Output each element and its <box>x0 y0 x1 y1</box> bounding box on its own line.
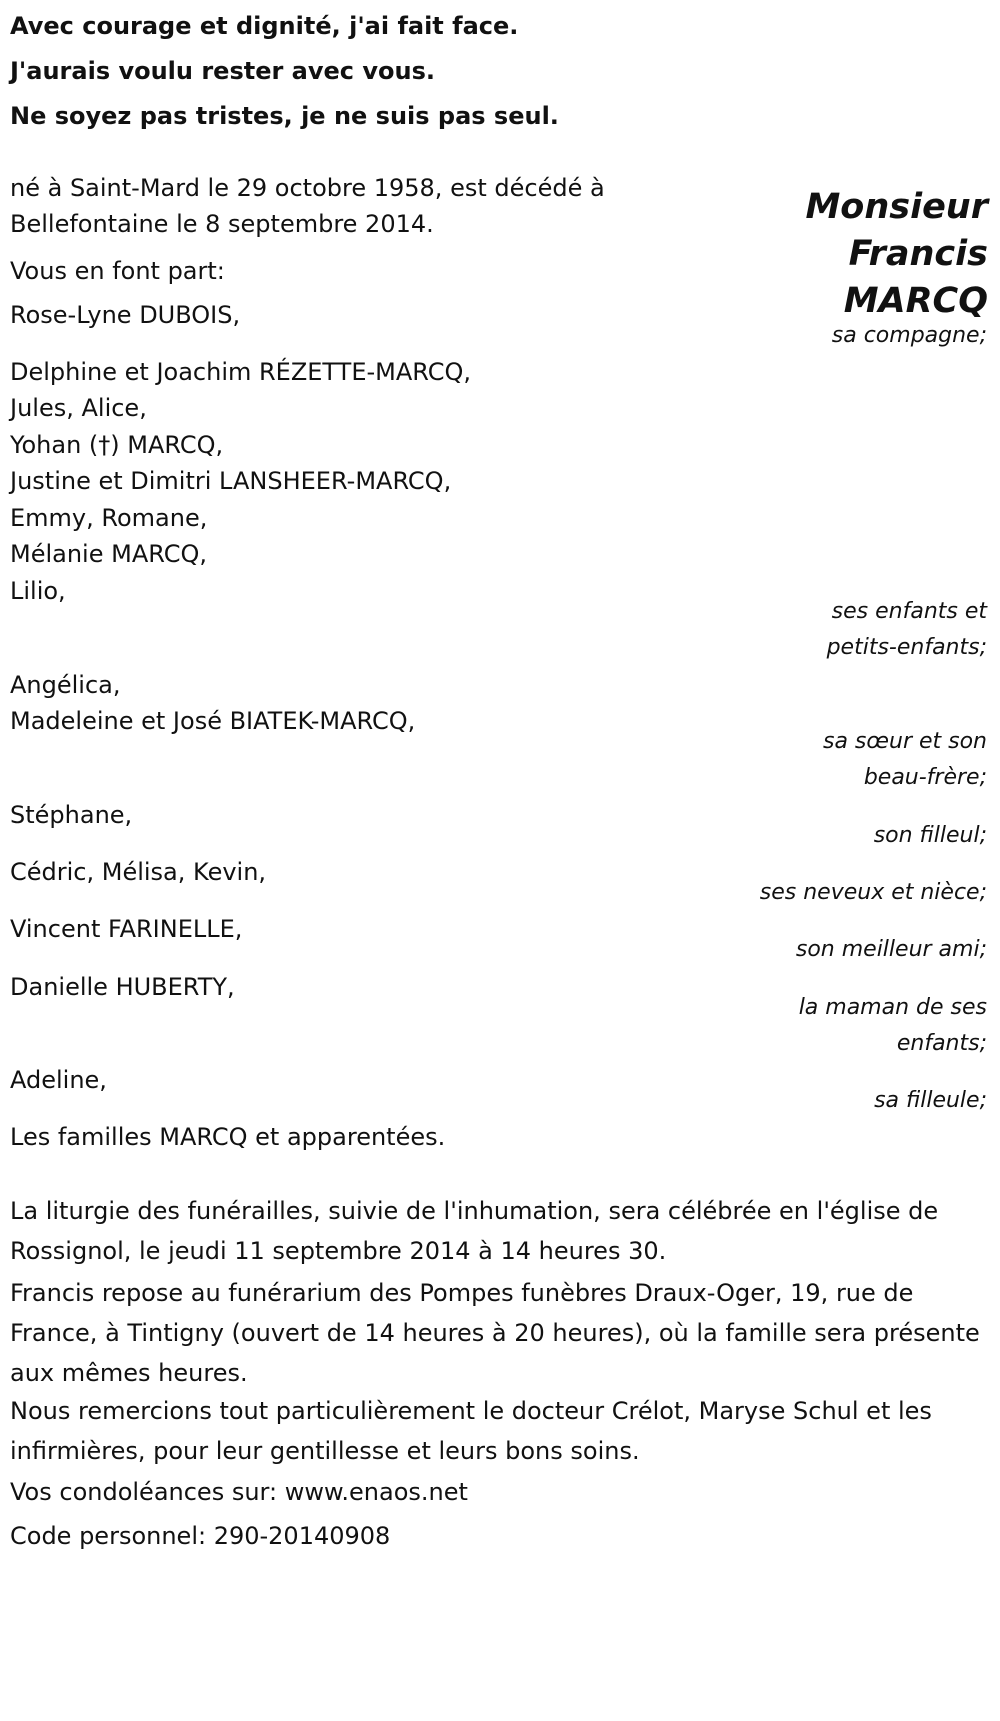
epitaph-line: J'aurais voulu rester avec vous. <box>10 57 436 85</box>
deceased-first-name: Francis <box>848 234 988 274</box>
partner-name: Rose-Lyne DUBOIS, <box>10 301 241 329</box>
funeral-home-paragraph: Francis repose au funérarium des Pompes funèbres Draux-Oger, 19, rue de France, à Tintigny (ouvert de 14 heures à 20 heures), où la famille sera présente aux mêmes heures. <box>10 1279 980 1387</box>
godson-relation: son filleul; <box>873 823 987 848</box>
mother-relation: enfants; <box>896 1031 987 1056</box>
best-friend-relation: son meilleur ami; <box>795 937 987 962</box>
personal-code: Code personnel: 290-20140908 <box>10 1522 391 1550</box>
child-name: Jules, Alice, <box>10 394 147 422</box>
child-name: Emmy, Romane, <box>10 504 208 532</box>
birth-death-line: Bellefontaine le 8 septembre 2014. <box>10 210 434 238</box>
child-name: Delphine et Joachim RÉZETTE-MARCQ, <box>10 358 472 386</box>
deceased-name <box>805 184 988 325</box>
mother-relation: la maman de ses <box>798 995 987 1020</box>
child-name: Yohan (†) MARCQ, <box>10 431 224 459</box>
announce-text: Vous en font part: <box>10 257 225 285</box>
siblings-relation: beau-frère; <box>863 765 987 790</box>
child-name: Mélanie MARCQ, <box>10 540 208 568</box>
children-relation: ses enfants et <box>831 599 987 624</box>
birth-death-line: né à Saint-Mard le 29 octobre 1958, est décédé à <box>10 174 605 202</box>
epitaph-line: Ne soyez pas tristes, je ne suis pas seul. <box>10 102 559 130</box>
goddaughter-name: Adeline, <box>10 1066 107 1094</box>
partner-relation: sa compagne; <box>831 323 987 348</box>
child-name: Lilio, <box>10 577 66 605</box>
deceased-last-name: MARCQ <box>843 281 988 321</box>
nephews-names: Cédric, Mélisa, Kevin, <box>10 858 267 886</box>
families-text: Les familles MARCQ et apparentées. <box>10 1123 446 1151</box>
children-relation: petits-enfants; <box>826 635 987 660</box>
thanks-paragraph: Nous remercions tout particulièrement le docteur Crélot, Maryse Schul et les infirmières, pour leur gentillesse et leurs bons soins. <box>10 1397 932 1465</box>
best-friend-name: Vincent FARINELLE, <box>10 915 243 943</box>
child-name: Justine et Dimitri LANSHEER-MARCQ, <box>10 467 452 495</box>
godson-name: Stéphane, <box>10 801 133 829</box>
deceased-title: Monsieur <box>805 187 988 227</box>
sibling-name: Madeleine et José BIATEK-MARCQ, <box>10 707 416 735</box>
siblings-relation: sa sœur et son <box>822 729 987 754</box>
liturgy-paragraph: La liturgie des funérailles, suivie de l'inhumation, sera célébrée en l'église de Rossignol, le jeudi 11 septembre 2014 à 14 heures 30. <box>10 1197 939 1265</box>
epitaph-line: Avec courage et dignité, j'ai fait face. <box>10 12 519 40</box>
mother-name: Danielle HUBERTY, <box>10 973 235 1001</box>
nephews-relation: ses neveux et nièce; <box>759 880 987 905</box>
sibling-name: Angélica, <box>10 671 121 699</box>
goddaughter-relation: sa filleule; <box>874 1088 987 1113</box>
condolences-link[interactable]: Vos condoléances sur: www.enaos.net <box>10 1478 468 1506</box>
